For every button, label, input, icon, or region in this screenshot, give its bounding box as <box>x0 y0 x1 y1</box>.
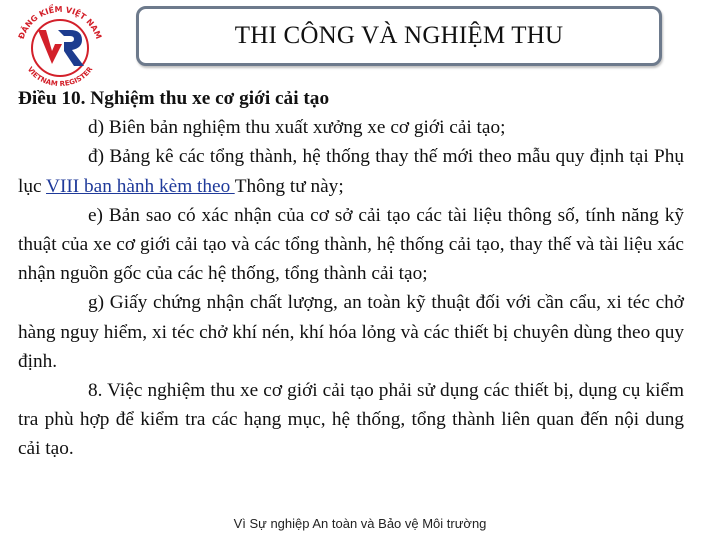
slide-title-box <box>136 6 662 66</box>
article-heading: Điều 10. Nghiệm thu xe cơ giới cải tạo <box>18 88 330 109</box>
appendix-link[interactable]: VIII ban hành kèm theo <box>46 175 235 197</box>
item-dd <box>18 142 684 200</box>
document-body <box>18 84 684 464</box>
item-e: e) Bản sao có xác nhận của cơ sở cải tạo các tài liệu thông số, tính năng kỹ thuật của xe cơ giới cải tạo và các tổng thành, hệ thống cải tạo, thay thế và tài liệu xác nhận nguồn gốc của các hệ thống, tổng thành cải tạo; <box>18 204 684 285</box>
item-8: 8. Việc nghiệm thu xe cơ giới cải tạo phải sử dụng các thiết bị, dụng cụ kiểm tra phù hợp để kiểm tra các hạng mục, hệ thống, tổng thành liên quan đến nội dung cải tạo. <box>18 380 684 460</box>
logo-bottom-text: VIETNAM REGISTER <box>25 65 95 88</box>
footer-slogan: Vì Sự nghiệp An toàn và Bảo vệ Môi trường <box>233 516 487 531</box>
logo-top-text: ĐĂNG KIỂM VIỆT NAM <box>16 4 104 41</box>
logo-emblem <box>8 4 112 88</box>
item-dd-text: đ) Bảng kê các tổng thành, hệ thống thay thế mới theo mẫu quy định tại Phụ lục <box>18 146 684 197</box>
item-dd-text-end: Thông tư này; <box>234 175 344 197</box>
slide-title: THI CÔNG VÀ NGHIỆM THU <box>234 22 564 49</box>
item-g: g) Giấy chứng nhận chất lượng, an toàn kỹ thuật đối với cần cẩu, xi téc chở hàng nguy hiểm, xi téc chở khí nén, khí hóa lỏng và các thiết bị chuyên dùng theo quy định. <box>18 292 684 372</box>
vietnam-register-logo <box>8 4 112 88</box>
item-d: d) Biên bản nghiệm thu xuất xưởng xe cơ giới cải tạo; <box>88 117 506 139</box>
